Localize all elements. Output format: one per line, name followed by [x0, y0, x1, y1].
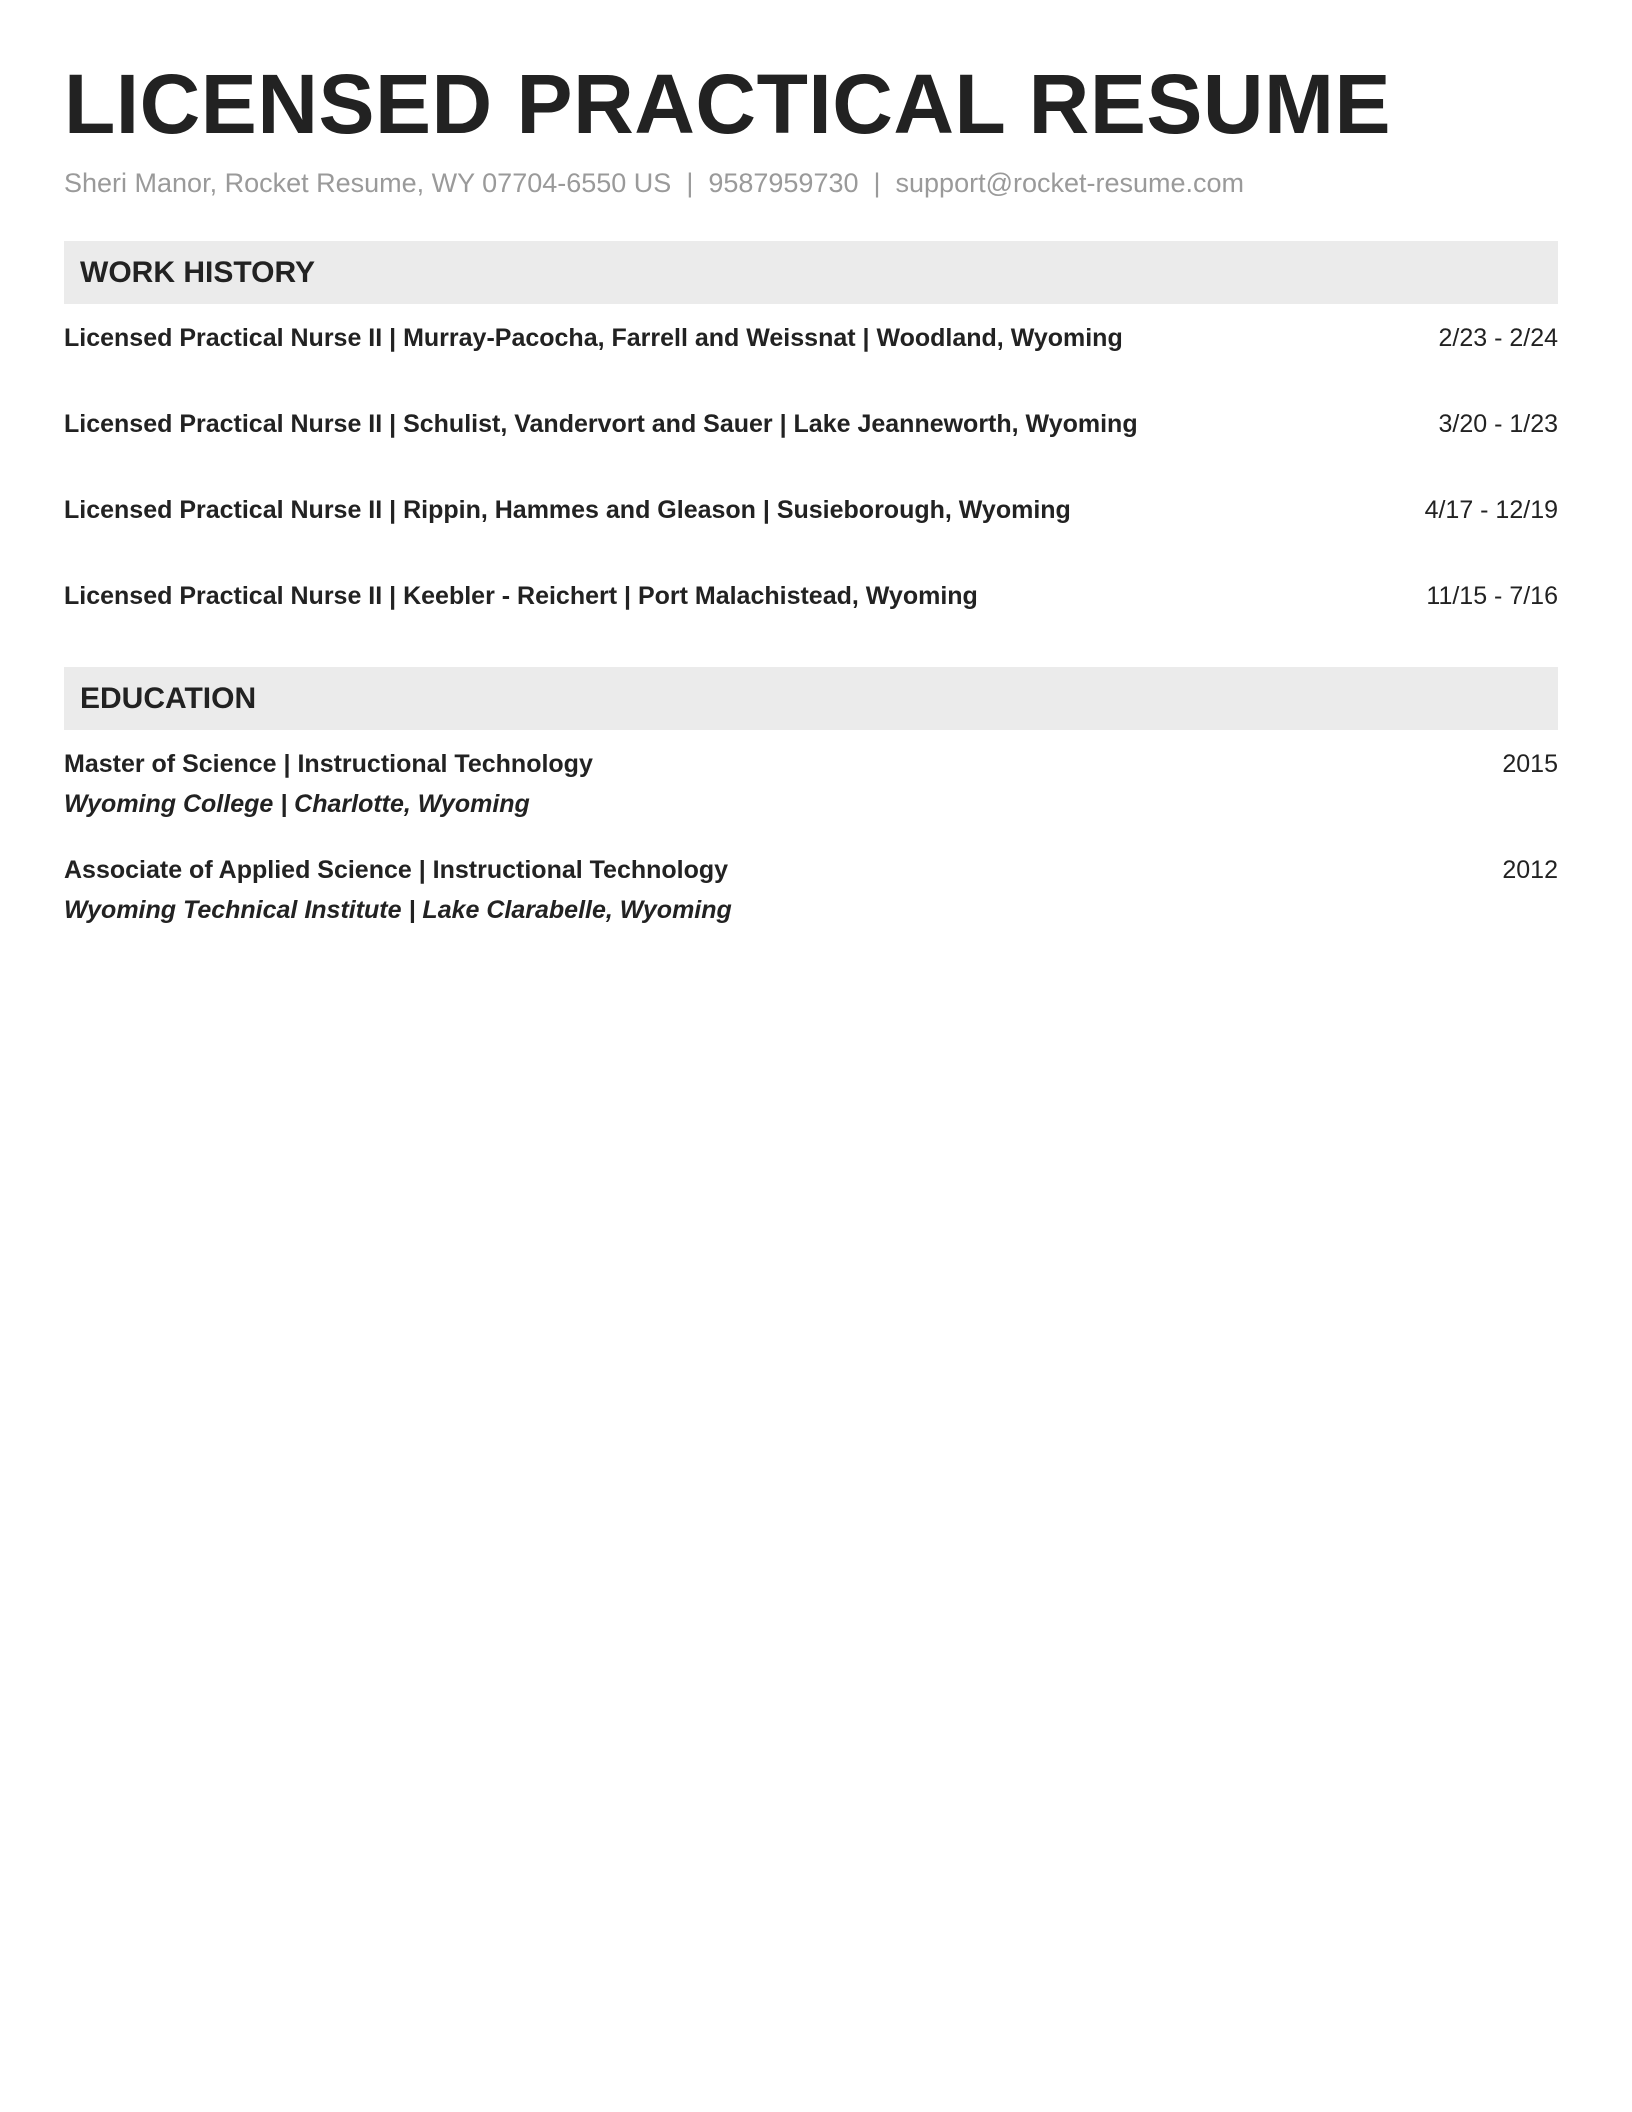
job-dates: 3/20 - 1/23	[1438, 410, 1558, 438]
education-entry	[64, 852, 1558, 928]
job-dates: 4/17 - 12/19	[1424, 496, 1558, 524]
job-dates: 11/15 - 7/16	[1426, 582, 1558, 610]
job-title: Licensed Practical Nurse II | Murray-Pacocha, Farrell and Weissnat | Woodland, Wyoming	[64, 324, 1123, 352]
job-title: Licensed Practical Nurse II | Keebler - Reichert | Port Malachistead, Wyoming	[64, 582, 978, 610]
education-heading: EDUCATION	[64, 667, 1558, 730]
school: Wyoming College | Charlotte, Wyoming	[64, 790, 530, 818]
job-entry	[64, 578, 1558, 614]
school: Wyoming Technical Institute | Lake Clarabelle, Wyoming	[64, 896, 732, 924]
education-entry	[64, 746, 1558, 822]
resume-title: LICENSED PRACTICAL RESUME	[64, 57, 1392, 151]
contact-separator: |	[686, 168, 694, 198]
resume-page	[64, 0, 1558, 958]
work-history-section	[64, 241, 1558, 614]
work-history-heading: WORK HISTORY	[64, 241, 1558, 304]
job-entry	[64, 492, 1558, 528]
job-entry	[64, 320, 1558, 356]
graduation-year: 2015	[1502, 750, 1558, 778]
education-section	[64, 667, 1558, 928]
contact-line	[64, 165, 1558, 201]
work-history-list	[64, 304, 1558, 614]
degree: Associate of Applied Science | Instructional Technology	[64, 856, 729, 884]
contact-email: support@rocket-resume.com	[895, 168, 1245, 198]
contact-separator: |	[873, 168, 881, 198]
job-dates: 2/23 - 2/24	[1438, 324, 1558, 352]
degree: Master of Science | Instructional Technology	[64, 750, 593, 778]
contact-phone: 9587959730	[708, 168, 859, 198]
job-title: Licensed Practical Nurse II | Schulist, Vandervort and Sauer | Lake Jeanneworth, Wyoming	[64, 410, 1138, 438]
job-title: Licensed Practical Nurse II | Rippin, Hammes and Gleason | Susieborough, Wyoming	[64, 496, 1071, 524]
graduation-year: 2012	[1502, 856, 1558, 884]
job-entry	[64, 406, 1558, 442]
contact-address: Sheri Manor, Rocket Resume, WY 07704-6550 US	[64, 168, 672, 198]
education-list	[64, 730, 1558, 928]
